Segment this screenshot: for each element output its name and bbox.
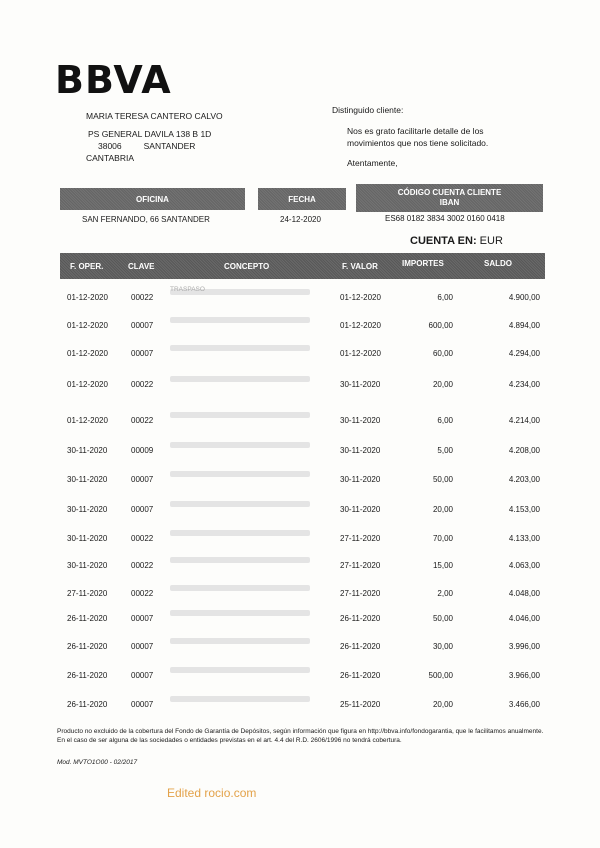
cuenta-currency: EUR bbox=[479, 235, 503, 247]
cell-importe: 20,00 bbox=[432, 700, 453, 709]
codigo-cuenta-header bbox=[356, 184, 543, 212]
cell-f-oper: 30-11-2020 bbox=[67, 446, 108, 455]
cell-clave: 00007 bbox=[131, 475, 154, 484]
table-row bbox=[0, 534, 600, 548]
col-f-valor: F. VALOR bbox=[342, 262, 378, 271]
cell-f-oper: 01-12-2020 bbox=[67, 349, 108, 358]
cell-importe: 500,00 bbox=[428, 671, 453, 680]
table-row bbox=[0, 321, 600, 335]
table-row bbox=[0, 614, 600, 628]
iban-value: ES68 0182 3834 3002 0160 0418 bbox=[385, 214, 505, 223]
cell-clave: 00022 bbox=[131, 589, 154, 598]
greeting-salutation: Distinguido cliente: bbox=[332, 105, 404, 115]
cell-saldo: 4.208,00 bbox=[508, 446, 540, 455]
oficina-header: OFICINA bbox=[60, 188, 245, 210]
cell-importe: 5,00 bbox=[437, 446, 453, 455]
cell-importe: 600,00 bbox=[428, 321, 453, 330]
cell-f-valor: 27-11-2020 bbox=[340, 534, 381, 543]
table-row bbox=[0, 475, 600, 489]
fecha-value: 24-12-2020 bbox=[280, 215, 321, 224]
bbva-logo: BBVA bbox=[55, 58, 172, 102]
model-code: Mod. MVTO1O00 - 02/2017 bbox=[57, 759, 138, 766]
cell-clave: 00007 bbox=[131, 505, 154, 514]
cell-clave: 00022 bbox=[131, 293, 154, 302]
greeting-block bbox=[332, 104, 488, 169]
cell-saldo: 4.063,00 bbox=[508, 561, 540, 570]
cell-f-oper: 01-12-2020 bbox=[67, 321, 108, 330]
cell-clave: 00007 bbox=[131, 642, 154, 651]
cell-importe: 20,00 bbox=[432, 380, 453, 389]
cell-importe: 70,00 bbox=[432, 534, 453, 543]
cell-saldo: 4.133,00 bbox=[508, 534, 540, 543]
cell-importe: 50,00 bbox=[432, 614, 453, 623]
table-row bbox=[0, 349, 600, 363]
cell-saldo: 4.294,00 bbox=[508, 349, 540, 358]
redacted-concepto bbox=[170, 585, 310, 591]
codigo-cuenta-label: CÓDIGO CUENTA CLIENTE bbox=[397, 188, 502, 197]
cell-concepto: TRASPASO bbox=[170, 286, 205, 293]
cell-f-valor: 27-11-2020 bbox=[340, 589, 381, 598]
cell-f-oper: 26-11-2020 bbox=[67, 671, 108, 680]
cell-saldo: 4.203,00 bbox=[508, 475, 540, 484]
redacted-concepto bbox=[170, 696, 310, 702]
cell-f-valor: 30-11-2020 bbox=[340, 416, 381, 425]
table-row bbox=[0, 589, 600, 603]
cell-clave: 00007 bbox=[131, 700, 154, 709]
col-saldo: SALDO bbox=[484, 259, 512, 268]
cell-f-valor: 26-11-2020 bbox=[340, 614, 381, 623]
table-row bbox=[0, 505, 600, 519]
table-row bbox=[0, 446, 600, 460]
transactions-table-header bbox=[60, 253, 545, 279]
cell-saldo: 4.153,00 bbox=[508, 505, 540, 514]
redacted-concepto bbox=[170, 412, 310, 418]
cell-f-oper: 26-11-2020 bbox=[67, 700, 108, 709]
cell-importe: 15,00 bbox=[432, 561, 453, 570]
cell-saldo: 3.966,00 bbox=[508, 671, 540, 680]
col-concepto: CONCEPTO bbox=[224, 262, 270, 271]
cell-importe: 50,00 bbox=[432, 475, 453, 484]
redacted-concepto bbox=[170, 471, 310, 477]
redacted-concepto bbox=[170, 501, 310, 507]
cell-f-valor: 30-11-2020 bbox=[340, 505, 381, 514]
address-street: PS GENERAL DAVILA 138 B 1D bbox=[88, 129, 212, 139]
cell-f-oper: 01-12-2020 bbox=[67, 416, 108, 425]
cell-clave: 00022 bbox=[131, 380, 154, 389]
cell-importe: 60,00 bbox=[432, 349, 453, 358]
cell-saldo: 3.466,00 bbox=[508, 700, 540, 709]
cell-f-valor: 26-11-2020 bbox=[340, 671, 381, 680]
redacted-concepto bbox=[170, 530, 310, 536]
cell-f-oper: 30-11-2020 bbox=[67, 561, 108, 570]
redacted-concepto bbox=[170, 557, 310, 563]
iban-label: IBAN bbox=[439, 198, 460, 207]
customer-address bbox=[88, 110, 223, 164]
cell-f-oper: 30-11-2020 bbox=[67, 505, 108, 514]
table-row bbox=[0, 700, 600, 714]
table-row bbox=[0, 380, 600, 394]
cell-clave: 00007 bbox=[131, 671, 154, 680]
cell-saldo: 4.214,00 bbox=[508, 416, 540, 425]
col-clave: CLAVE bbox=[128, 262, 155, 271]
col-importes: IMPORTES bbox=[402, 259, 444, 268]
cell-clave: 00007 bbox=[131, 321, 154, 330]
table-row bbox=[0, 561, 600, 575]
cell-f-valor: 25-11-2020 bbox=[340, 700, 381, 709]
cell-f-oper: 01-12-2020 bbox=[67, 293, 108, 302]
cell-clave: 00022 bbox=[131, 416, 154, 425]
cell-importe: 6,00 bbox=[437, 416, 453, 425]
cell-importe: 20,00 bbox=[432, 505, 453, 514]
address-region: CANTABRIA bbox=[86, 153, 135, 163]
customer-name: MARIA TERESA CANTERO CALVO bbox=[86, 111, 223, 121]
deposit-guarantee-notice: Producto no excluido de la cobertura del Fondo de Garantía de Depósitos, según información que figura en http://bbva.info/fondogarantia, que le facilitamos anualmente. En el caso de ser alguna de las sociedades o entidades previstas en el art. 4.4 del R.D. 2606/1996 no tendrá cobertura. bbox=[57, 728, 544, 744]
cell-f-oper: 30-11-2020 bbox=[67, 475, 108, 484]
redacted-concepto bbox=[170, 667, 310, 673]
cell-saldo: 4.046,00 bbox=[508, 614, 540, 623]
cell-saldo: 4.894,00 bbox=[508, 321, 540, 330]
cell-f-valor: 30-11-2020 bbox=[340, 380, 381, 389]
cell-f-oper: 27-11-2020 bbox=[67, 589, 108, 598]
greeting-line-2: movimientos que nos tiene solicitado. bbox=[347, 138, 489, 148]
cell-f-valor: 01-12-2020 bbox=[340, 321, 381, 330]
cell-f-valor: 30-11-2020 bbox=[340, 475, 381, 484]
cell-clave: 00007 bbox=[131, 349, 154, 358]
cell-clave: 00007 bbox=[131, 614, 154, 623]
cell-f-oper: 01-12-2020 bbox=[67, 380, 108, 389]
cell-f-valor: 26-11-2020 bbox=[340, 642, 381, 651]
redacted-concepto bbox=[170, 610, 310, 616]
redacted-concepto bbox=[170, 317, 310, 323]
cell-saldo: 4.234,00 bbox=[508, 380, 540, 389]
cell-f-valor: 01-12-2020 bbox=[340, 349, 381, 358]
redacted-concepto bbox=[170, 345, 310, 351]
greeting-line-1: Nos es grato facilitarle detalle de los bbox=[347, 126, 484, 136]
greeting-closing: Atentamente, bbox=[347, 158, 398, 168]
table-row bbox=[0, 416, 600, 430]
cell-f-oper: 26-11-2020 bbox=[67, 642, 108, 651]
address-postcode-city bbox=[98, 140, 223, 152]
address-city: SANTANDER bbox=[143, 141, 196, 151]
redacted-concepto bbox=[170, 442, 310, 448]
cell-importe: 2,00 bbox=[437, 589, 453, 598]
watermark-text: Edited rocio.com bbox=[167, 786, 257, 800]
cell-clave: 00009 bbox=[131, 446, 154, 455]
cell-f-oper: 26-11-2020 bbox=[67, 614, 108, 623]
cell-saldo: 4.900,00 bbox=[508, 293, 540, 302]
table-row bbox=[0, 642, 600, 656]
cell-clave: 00022 bbox=[131, 534, 154, 543]
redacted-concepto bbox=[170, 376, 310, 382]
col-f-oper: F. OPER. bbox=[70, 262, 104, 271]
cell-f-valor: 30-11-2020 bbox=[340, 446, 381, 455]
fecha-header: FECHA bbox=[258, 188, 346, 210]
oficina-value: SAN FERNANDO, 66 SANTANDER bbox=[82, 215, 210, 224]
cell-f-oper: 30-11-2020 bbox=[67, 534, 108, 543]
cuenta-label: CUENTA EN: bbox=[410, 235, 477, 247]
address-postcode: 38006 bbox=[98, 141, 122, 151]
cell-importe: 6,00 bbox=[437, 293, 453, 302]
cell-clave: 00022 bbox=[131, 561, 154, 570]
redacted-concepto bbox=[170, 638, 310, 644]
table-row bbox=[0, 671, 600, 685]
account-currency bbox=[410, 235, 503, 247]
cell-f-valor: 27-11-2020 bbox=[340, 561, 381, 570]
table-row bbox=[0, 286, 600, 307]
cell-f-valor: 01-12-2020 bbox=[340, 293, 381, 302]
cell-saldo: 4.048,00 bbox=[508, 589, 540, 598]
cell-saldo: 3.996,00 bbox=[508, 642, 540, 651]
cell-importe: 30,00 bbox=[432, 642, 453, 651]
